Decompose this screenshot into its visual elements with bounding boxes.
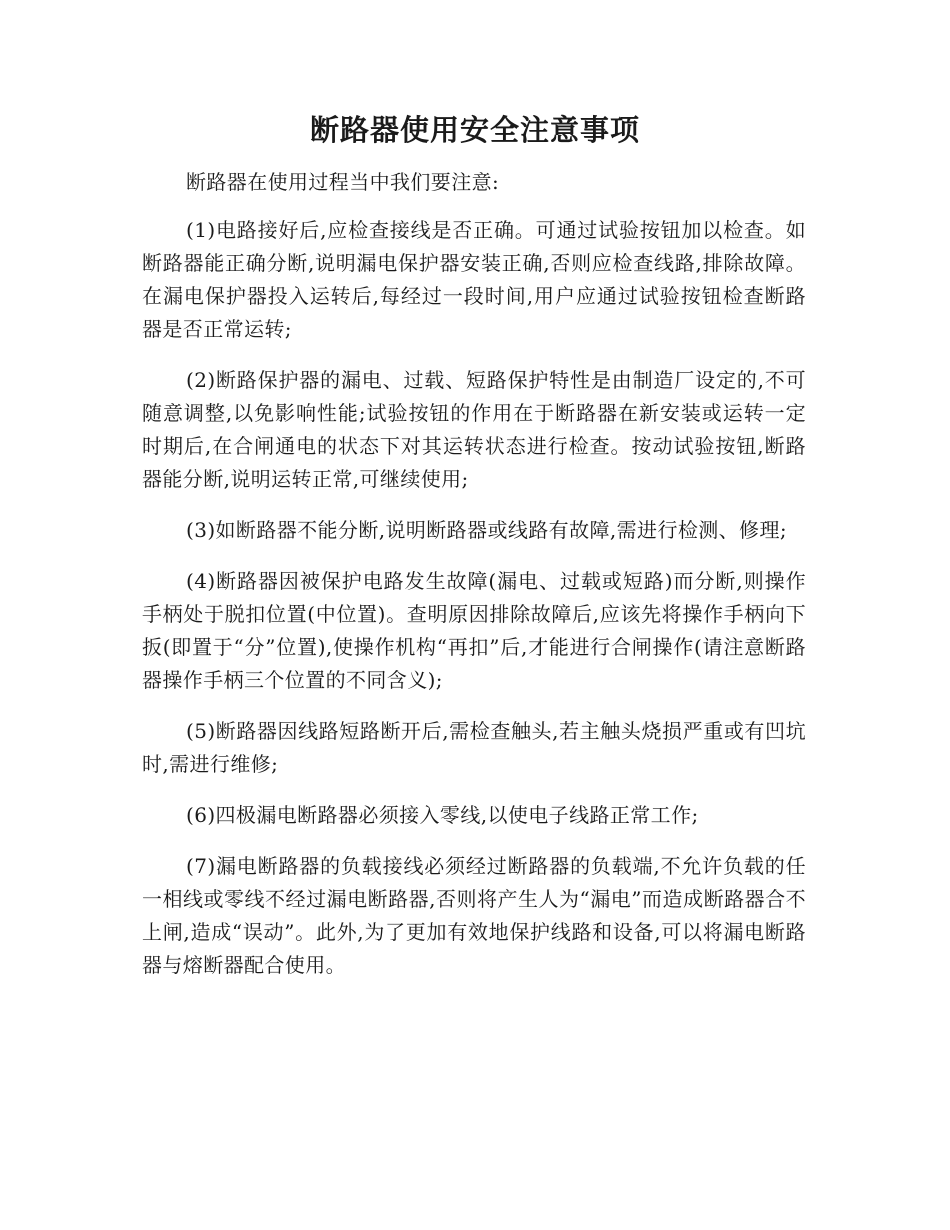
paragraph-4: (4)断路器因被保护电路发生故障(漏电、过载或短路)而分断,则操作手柄处于脱扣位置(中位置)。查明原因排除故障后,应该先将操作手柄向下扳(即置于“分”位置),使操作机构“再扣”后,才能进行合闸操作(请注意断路器操作手柄三个位置的不同含义);: [142, 569, 806, 692]
document-body: [142, 166, 806, 1000]
document-title: 断路器使用安全注意事项: [309, 113, 640, 147]
paragraph-5: (5)断路器因线路短路断开后,需检查触头,若主触头烧损严重或有凹坑时,需进行维修;: [142, 719, 806, 776]
paragraph-6: (6)四极漏电断路器必须接入零线,以使电子线路正常工作;: [186, 803, 699, 827]
paragraph-3: (3)如断路器不能分断,说明断路器或线路有故障,需进行检测、修理;: [186, 518, 787, 542]
paragraph-1: (1)电路接好后,应检查接线是否正确。可通过试验按钮加以检查。如断路器能正确分断,说明漏电保护器安装正确,否则应检查线路,排除故障。在漏电保护器投入运转后,每经过一段时间,用户应通过试验按钮检查断路器是否正常运转;: [142, 218, 806, 341]
intro-paragraph: 断路器在使用过程当中我们要注意:: [186, 170, 500, 194]
paragraph-7: (7)漏电断路器的负载接线必须经过断路器的负载端,不允许负载的任一相线或零线不经过漏电断路器,否则将产生人为“漏电”而造成断路器合不上闸,造成“误动”。此外,为了更加有效地保护线路和设备,可以将漏电断路器与熔断器配合使用。: [142, 854, 806, 977]
paragraph-2: (2)断路保护器的漏电、过载、短路保护特性是由制造厂设定的,不可随意调整,以免影响性能;试验按钮的作用在于断路器在新安装或运转一定时期后,在合闸通电的状态下对其运转状态进行检查。按动试验按钮,断路器能分断,说明运转正常,可继续使用;: [142, 368, 806, 491]
